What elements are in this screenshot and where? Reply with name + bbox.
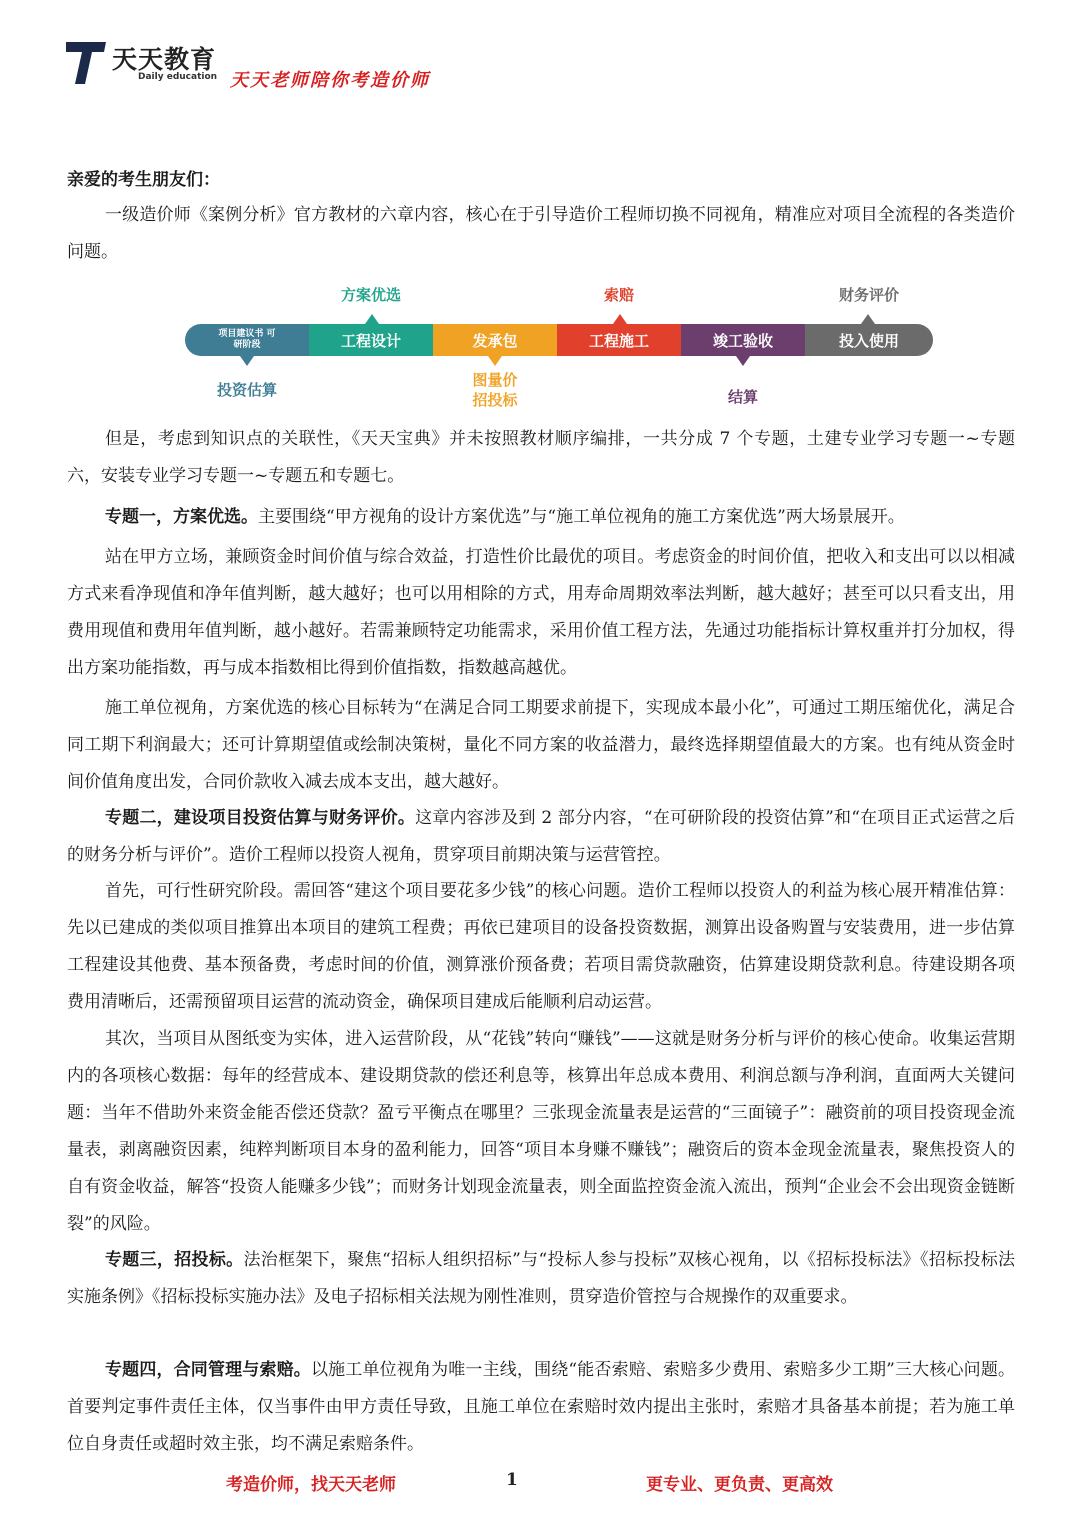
paragraph-owner-view: 站在甲方立场，兼顾资金时间价值与综合效益，打造性价比最优的项目。考虑资金的时间价值，把收入和支出可以以相减方式来看净现值和净年值判断，越大越好；也可以用相除的方式，用寿命周期效率法判断，越大越好；甚至可以只看支出，用费用现值和费用年值判断，越小越好。若需兼顾特定功能需求，采用价值工程方法，先通过功能指标计算权重并打分加权，得出方案功能指数，再与成本指数相比得到价值指数，指数越高越优。 <box>67 547 1015 678</box>
pointer-up-icon <box>613 314 627 324</box>
stage-label: 工程施工 <box>588 331 649 350</box>
brand-name: 天天教育 <box>112 45 217 74</box>
paragraph-topic-3 <box>67 1242 1015 1316</box>
topic-heading: 专题一，方案优选。 <box>105 507 258 527</box>
footer-slogan-right: 更专业、更负责、更高效 <box>646 1475 833 1495</box>
label-claims: 索赔 <box>603 286 634 304</box>
label-line: 招投标 <box>472 391 518 409</box>
pointer-up-icon <box>365 314 379 324</box>
pointer-up-icon <box>861 314 875 324</box>
brand-logo <box>66 38 226 88</box>
stage-label: 竣工验收 <box>712 331 773 350</box>
stage-feasibility <box>185 324 309 356</box>
stage-acceptance <box>681 324 805 356</box>
paragraph-topic-1 <box>67 499 1015 536</box>
stage-contracting <box>433 324 557 356</box>
paragraph-feasibility: 首先，可行性研究阶段。需回答“建这个项目要花多少钱”的核心问题。造价工程师以投资人的利益为核心展开精准估算：先以已建成的类似项目推算出本项目的建筑工程费；再依已建项目的设备投资数据，测算出设备购置与安装费用，进一步估算工程建设其他费、基本预备费，考虑时间的价值，测算涨价预备费；若项目需贷款融资，估算建设期贷款利息。待建设期各项费用清晰后，还需预留项目运营的流动资金，确保项目建成后能顺利启动运营。 <box>67 881 1015 1012</box>
label-financial-evaluation: 财务评价 <box>838 286 899 304</box>
topic-text: 以施工单位视角为唯一主线，围绕“能否索赔、索赔多少费用、索赔多少工期”三大核心问题。首要判定事件责任主体，仅当事件由甲方责任导致，且施工单位在索赔时效内提出主张时，索赔才具备基本前提；若为施工单位自身责任或超时效主张，均不满足索赔条件。 <box>67 1360 1015 1454</box>
label-scheme-optimization: 方案优选 <box>340 286 401 304</box>
stage-construction <box>557 324 681 356</box>
stage-label: 发承包 <box>472 331 518 350</box>
logo-t-icon <box>66 40 106 84</box>
topic-heading: 专题四，合同管理与索赔。 <box>105 1360 311 1380</box>
label-investment-estimate: 投资估算 <box>216 381 277 399</box>
topic-heading: 专题三，招投标。 <box>105 1250 244 1270</box>
pointer-down-icon <box>488 356 502 366</box>
stage-design <box>309 324 433 356</box>
label-settlement: 结算 <box>727 388 758 406</box>
paragraph-operation: 其次，当项目从图纸变为实体，进入运营阶段，从“花钱”转向“赚钱”——这就是财务分析与评价的核心使命。收集运营期内的各项核心数据：每年的经营成本、建设期贷款的偿还利息等，核算出年总成本费用、利润总额与净利润，直面两大关键问题：当年不借助外来资金能否偿还贷款？盈亏平衡点在哪里？三张现金流量表是运营的“三面镜子”：融资前的项目投资现金流量表，剥离融资因素，纯粹判断项目本身的盈利能力，回答“项目本身赚不赚钱”；融资后的资本金现金流量表，聚焦投资人的自有资金收益，解答“投资人能赚多少钱”；而财务计划现金流量表，则全面监控资金流入流出，预判“企业会不会出现资金链断裂”的风险。 <box>67 1029 1015 1234</box>
intro-paragraph: 一级造价师《案例分析》官方教材的六章内容，核心在于引导造价工程师切换不同视角，精准应对项目全流程的各类造价问题。 <box>67 205 1015 262</box>
header-slogan: 天天老师陪你考造价师 <box>230 70 430 91</box>
brand-subtitle: Daily education <box>138 72 218 82</box>
topic-text: 这章内容涉及到 2 部分内容，“在可研阶段的投资估算”和“在项目正式运营之后的财务分析与评价”。造价工程师以投资人视角，贯穿项目前期决策与运营管控。 <box>67 808 1016 865</box>
topic-text: 法治框架下，聚焦“招标人组织招标”与“投标人参与投标”双核心视角，以《招标投标法》《招标投标法实施条例》《招标投标实施办法》及电子招标相关法规为刚性准则，贯穿造价管控与合规操作的双重要求。 <box>67 1250 1016 1307</box>
label-line: 图量价 <box>472 371 518 389</box>
stage-label: 项目建议书 可研阶段 <box>218 329 276 350</box>
stage-label: 工程设计 <box>340 331 401 350</box>
stage-operation <box>805 324 933 356</box>
page-number: 1 <box>506 1470 518 1490</box>
paragraph-overview: 但是，考虑到知识点的关联性，《天天宝典》并未按照教材顺序编排，一共分成 7 个专题，土建专业学习专题一~专题六，安装专业学习专题一~专题五和专题七。 <box>67 429 1015 486</box>
footer-slogan-left: 考造价师，找天天老师 <box>226 1475 396 1495</box>
greeting: 亲爱的考生朋友们： <box>67 170 220 190</box>
topic-text: 主要围绕“甲方视角的设计方案优选”与“施工单位视角的施工方案优选”两大场景展开。 <box>258 507 905 527</box>
project-flow-diagram <box>185 280 935 415</box>
paragraph-contractor-view: 施工单位视角，方案优选的核心目标转为“在满足合同工期要求前提下，实现成本最小化”，可通过工期压缩优化，满足合同工期下利润最大；还可计算期望值或绘制决策树，量化不同方案的收益潜力，最终选择期望值最大的方案。也有纯从资金时间价值角度出发，合同价款收入减去成本支出，越大越好。 <box>67 698 1015 792</box>
pointer-down-icon <box>240 356 254 366</box>
paragraph-topic-2 <box>67 800 1015 874</box>
pointer-down-icon <box>736 356 750 366</box>
stage-label: 投入使用 <box>838 331 899 350</box>
paragraph-topic-4 <box>67 1352 1015 1463</box>
topic-heading: 专题二，建设项目投资估算与财务评价。 <box>105 808 416 828</box>
label-bidding <box>433 370 557 410</box>
